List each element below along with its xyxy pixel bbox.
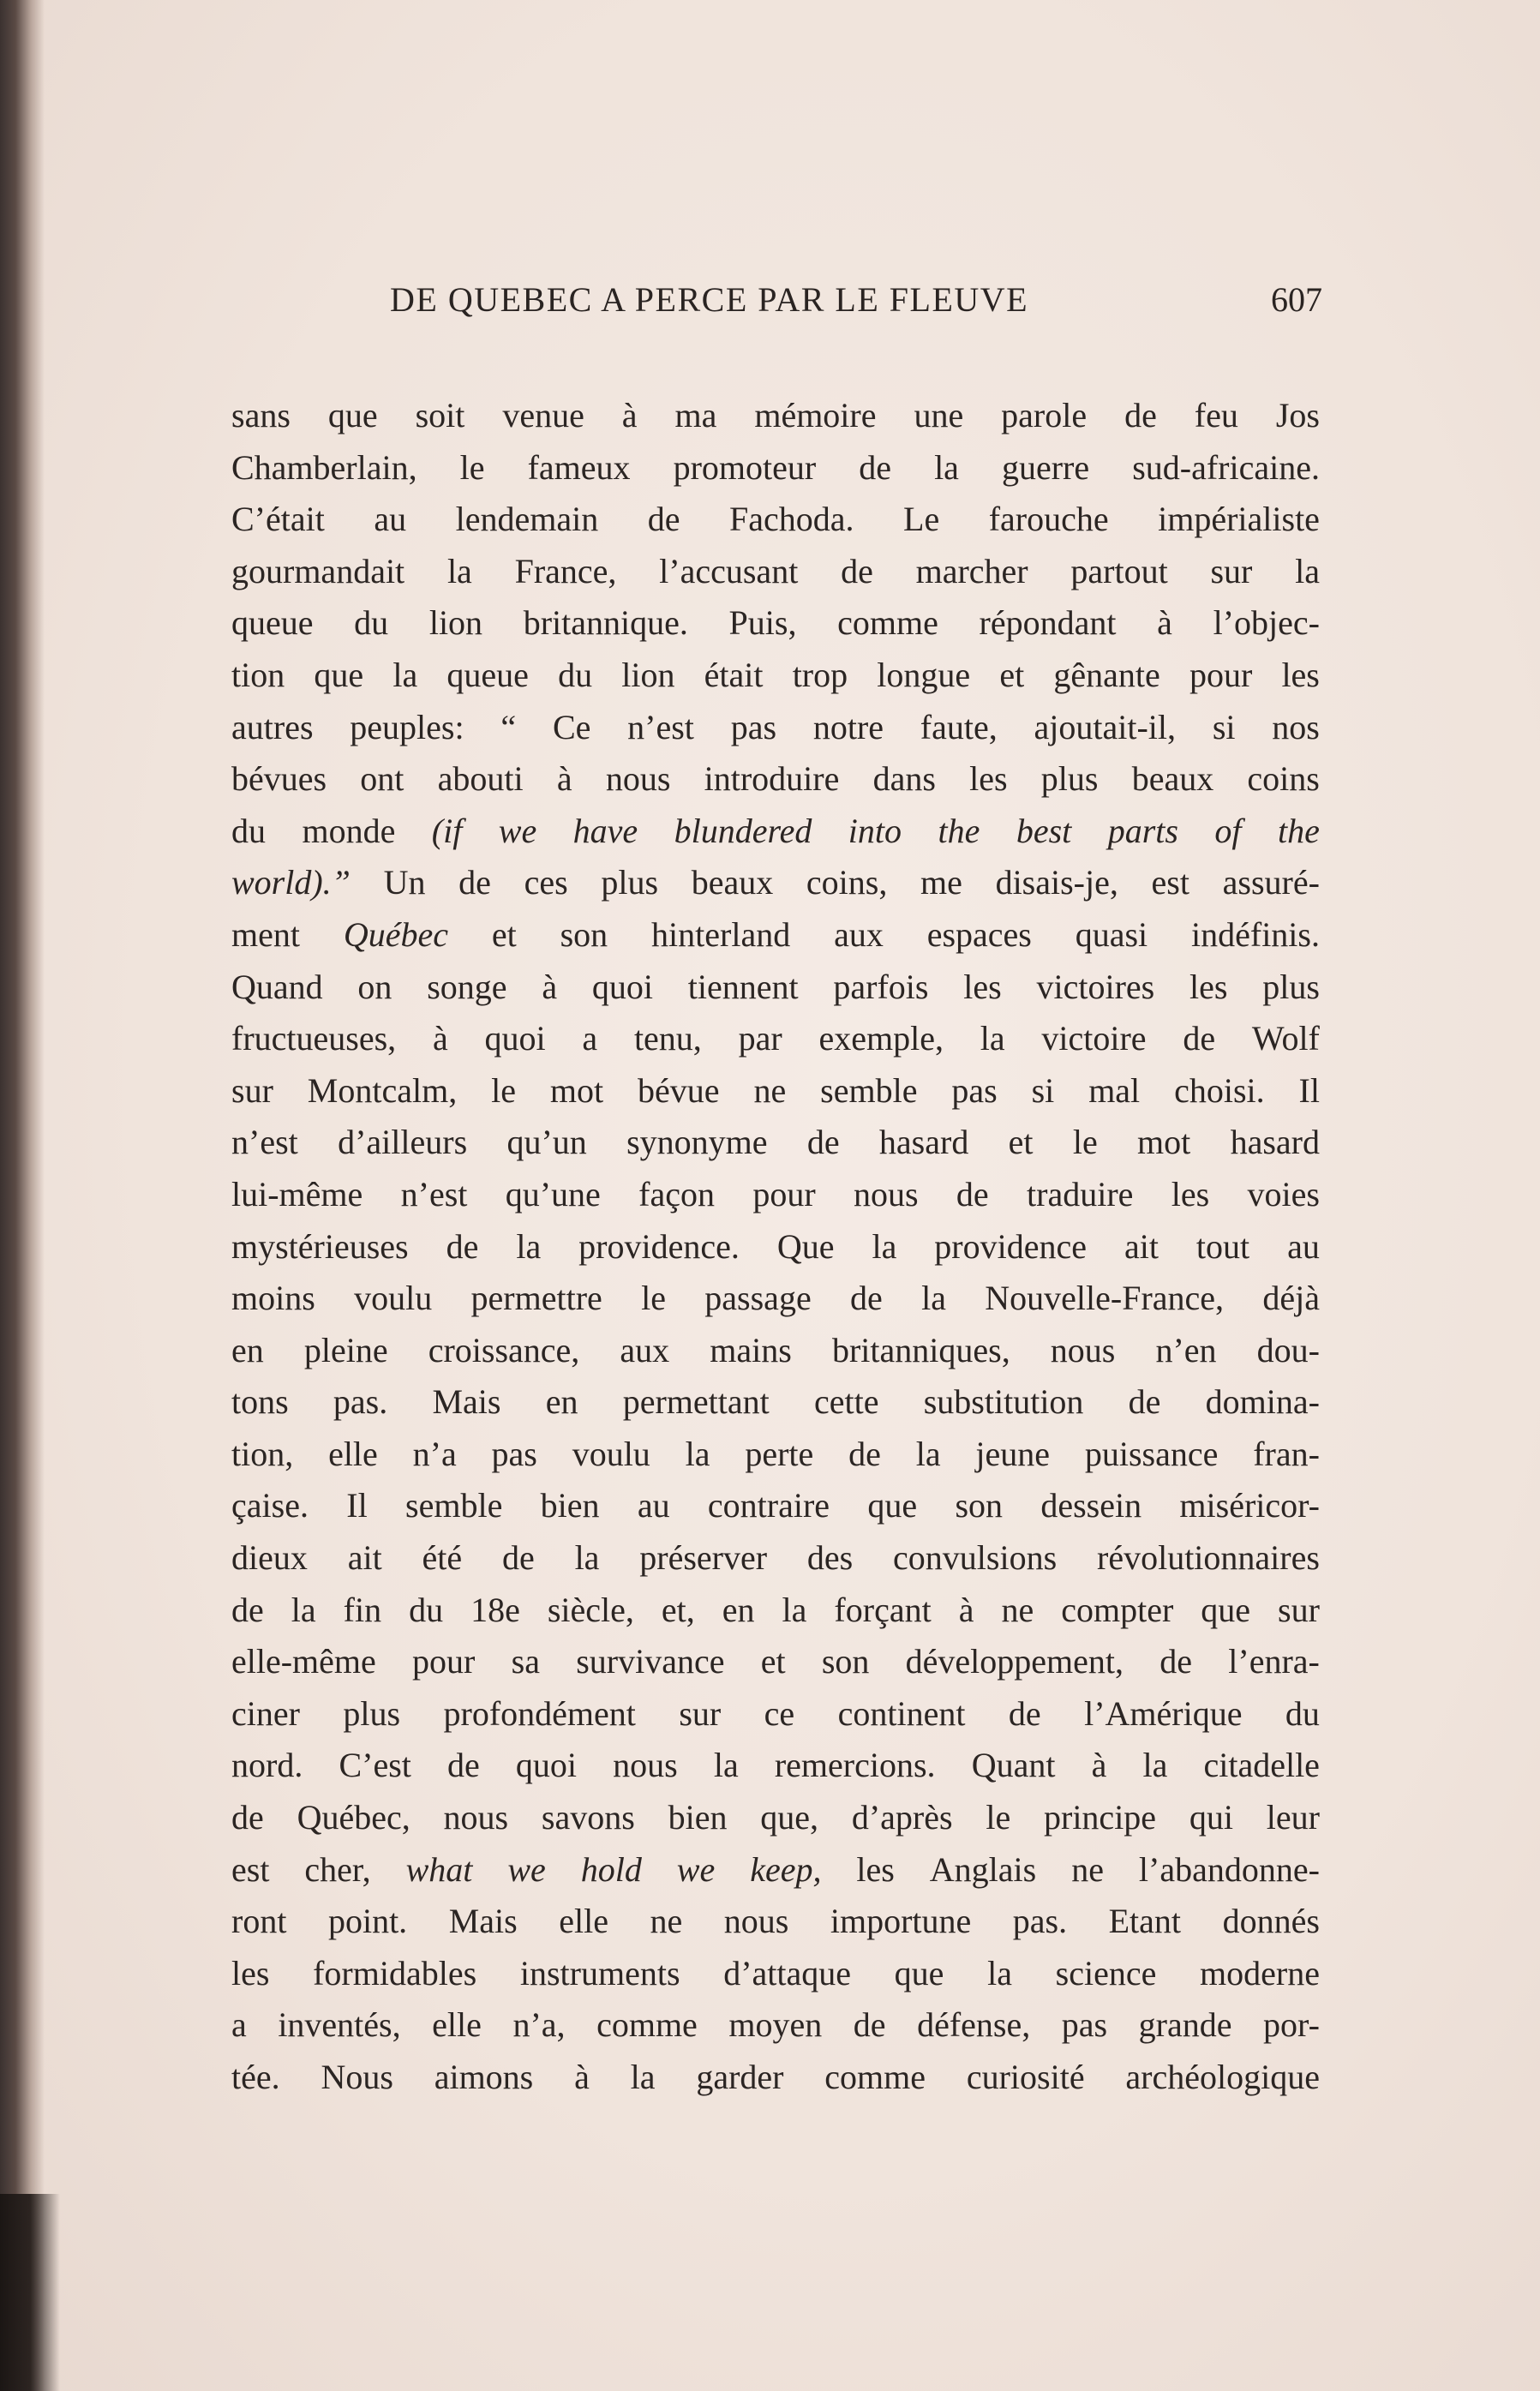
text-line: dieux ait été de la préserver des convulsions révolutionnaires (231, 1538, 1320, 1578)
text-line: n’est d’ailleurs qu’un synonyme de hasard et le mot hasard (231, 1123, 1320, 1162)
text-line: bévues ont abouti à nous introduire dans les plus beaux coins (231, 759, 1320, 799)
running-head-title: DE QUEBEC A PERCE PAR LE FLEUVE (390, 280, 1029, 319)
text-line: en pleine croissance, aux mains britanniques, nous n’en dou- (231, 1330, 1320, 1369)
text-line: ciner plus profondément sur ce continent de l’Amérique du (231, 1693, 1320, 1733)
text-line: C’était au lendemain de Fachoda. Le farouche impérialiste (231, 500, 1320, 539)
text-line: tion, elle n’a pas voulu la perte de la jeune puissance fran- (231, 1434, 1320, 1473)
running-head (390, 279, 1333, 331)
text-line: tons pas. Mais en permettant cette substitution de domina- (231, 1382, 1320, 1422)
text-line: autres peuples: “ Ce n’est pas notre faute, ajoutait-il, si nos (231, 707, 1320, 746)
text-line: les formidables instruments d’attaque que la science moderne (231, 1953, 1320, 1992)
text-line: lui-même n’est qu’une façon pour nous de traduire les voies (231, 1174, 1320, 1213)
text-line: Quand on songe à quoi tiennent parfois les victoires les plus (231, 967, 1320, 1006)
text-line: tée. Nous aimons à la garder comme curiosité archéologique (231, 2058, 1320, 2096)
text-line: gourmandait la France, l’accusant de marcher partout sur la (231, 551, 1320, 590)
page-number: 607 (1271, 280, 1322, 319)
text-line: Chamberlain, le fameux promoteur de la guerre sud-africaine. (231, 447, 1320, 487)
text-line: de Québec, nous savons bien que, d’après le principe qui leur (231, 1798, 1320, 1837)
text-line: tion que la queue du lion était trop longue et gênante pour les (231, 655, 1320, 694)
text-line: çaise. Il semble bien au contraire que son dessein miséricor- (231, 1486, 1320, 1525)
text-line: nord. C’est de quoi nous la remercions. Quant à la citadelle (231, 1746, 1320, 1785)
text-line: fructueuses, à quoi a tenu, par exemple, la victoire de Wolf (231, 1019, 1320, 1058)
text-line: queue du lion britannique. Puis, comme répondant à l’objec- (231, 603, 1320, 643)
text-line: a inventés, elle n’a, comme moyen de défense, pas grande por- (231, 2005, 1320, 2045)
body-paragraph (231, 390, 1337, 2104)
text-line: est cher, what we hold we keep, les Anglais ne l’abandonne- (231, 1849, 1320, 1889)
text-line: sur Montcalm, le mot bévue ne semble pas si mal choisi. Il (231, 1070, 1320, 1110)
text-line: ront point. Mais elle ne nous importune pas. Etant donnés (231, 1902, 1320, 1941)
text-line: du monde (if we have blundered into the best parts of the (231, 811, 1320, 850)
text-line: elle-même pour sa survivance et son développement, de l’enra- (231, 1642, 1320, 1681)
text-line: ment Québec et son hinterland aux espaces quasi indéfinis. (231, 914, 1320, 954)
text-line: mystérieuses de la providence. Que la providence ait tout au (231, 1226, 1320, 1266)
text-line: de la fin du 18e siècle, et, en la forçant à ne compter que sur (231, 1590, 1320, 1629)
text-line: sans que soit venue à ma mémoire une parole de feu Jos (231, 396, 1320, 434)
text-line: world).” Un de ces plus beaux coins, me disais-je, est assuré- (231, 863, 1320, 902)
text-line: moins voulu permettre le passage de la Nouvelle-France, déjà (231, 1279, 1320, 1318)
